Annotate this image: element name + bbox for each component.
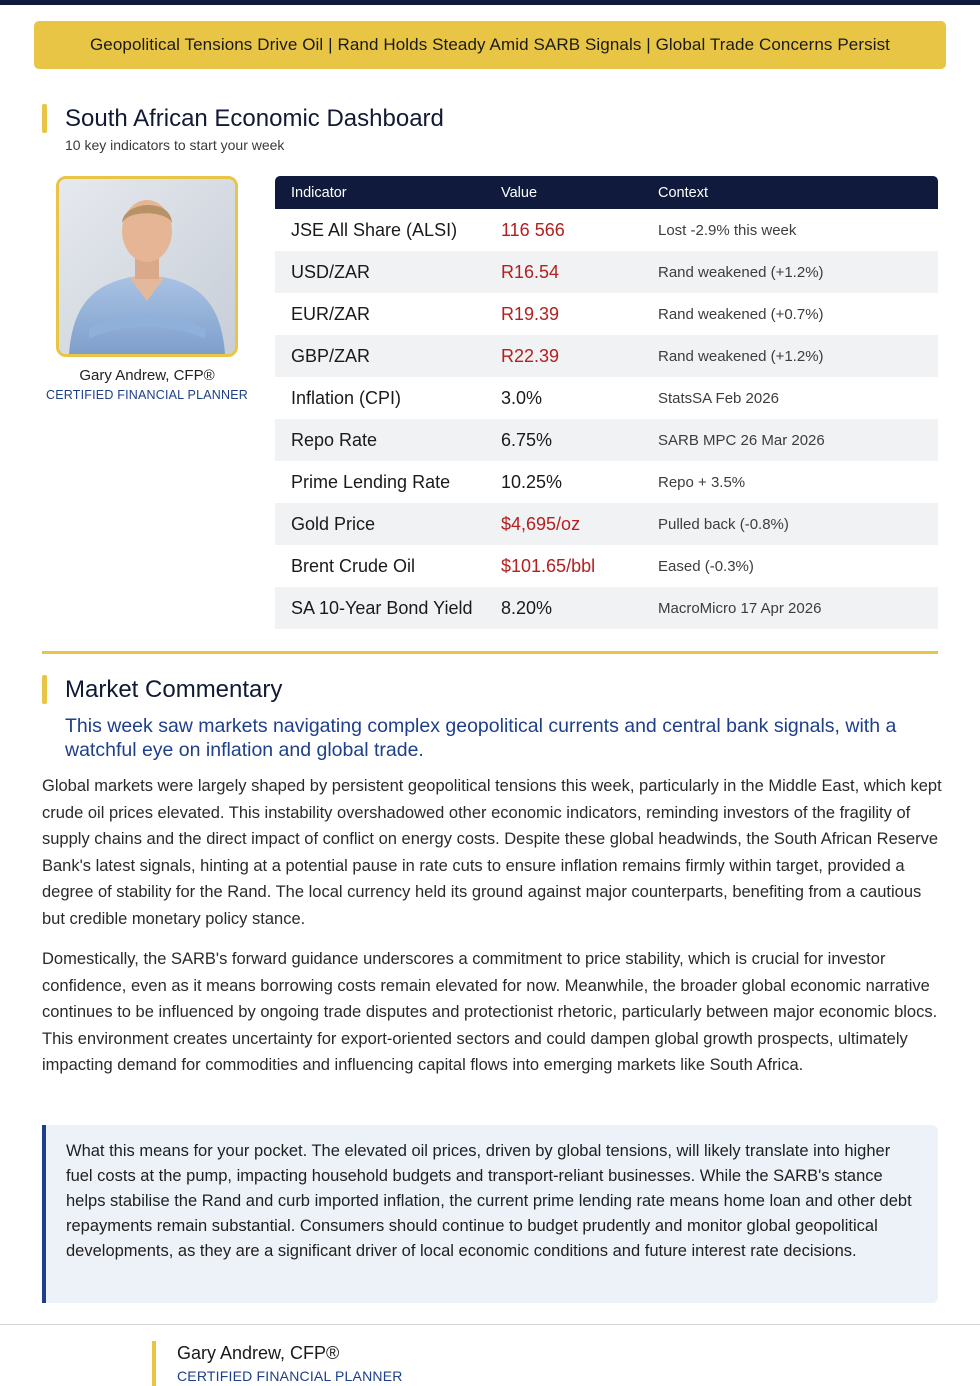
table-row (275, 251, 938, 293)
pocket-callout (42, 1125, 938, 1303)
indicator-name: JSE All Share (ALSI) (291, 219, 458, 240)
indicator-name: Inflation (CPI) (291, 387, 402, 408)
indicator-context: Rand weakened (+1.2%) (658, 263, 824, 281)
header-context: Context (658, 184, 708, 201)
indicator-context: Pulled back (-0.8%) (658, 515, 789, 533)
indicator-context: Repo + 3.5% (658, 473, 746, 491)
section-divider (42, 651, 938, 654)
indicator-value: R16.54 (501, 261, 560, 282)
commentary-lead: This week saw markets navigating complex geopolitical currents and central bank signals, with a watchful eye on inflation and global trade. (65, 715, 897, 761)
advisor-name: Gary Andrew, CFP® (79, 367, 215, 384)
advisor-photo (56, 176, 238, 357)
table-row (275, 503, 938, 545)
indicator-value: 10.25% (501, 471, 563, 492)
dashboard-subtitle: 10 key indicators to start your week (65, 137, 285, 153)
indicator-value: 3.0% (501, 387, 543, 408)
table-row (275, 293, 938, 335)
indicator-context: SARB MPC 26 Mar 2026 (658, 431, 825, 449)
indicator-table-body (275, 209, 938, 629)
accent-bar (42, 104, 47, 133)
indicator-context: Lost -2.9% this week (658, 221, 797, 239)
indicator-value: 8.20% (501, 597, 553, 618)
commentary-heading (42, 675, 282, 704)
table-row (275, 461, 938, 503)
advisor-role: CERTIFIED FINANCIAL PLANNER (46, 388, 248, 402)
table-header-row (275, 176, 938, 209)
indicator-name: Brent Crude Oil (291, 555, 416, 576)
dashboard-title: South African Economic Dashboard (65, 104, 444, 132)
indicator-value: 6.75% (501, 429, 553, 450)
indicator-value: $4,695/oz (501, 513, 581, 534)
table-row (275, 545, 938, 587)
indicator-value: $101.65/bbl (501, 555, 596, 576)
top-rule (0, 0, 980, 5)
footer-role: CERTIFIED FINANCIAL PLANNER (177, 1368, 403, 1384)
table-row (275, 587, 938, 629)
commentary-paragraph-2: Domestically, the SARB's forward guidance underscores a commitment to price stability, which is crucial for investor confidence, even as it means borrowing costs remain elevated for now. Meanwhile, the broader global economic narrative continues to be influenced by ongoing trade disputes and protectionist rhetoric, particularly between major economic blocs. This environment creates uncertainty for export-oriented sectors and could dampen global growth prospects, ultimately impacting demand for commodities and influencing capital flows into emerging markets like South Africa. (42, 950, 938, 1075)
indicator-name: Repo Rate (291, 429, 378, 450)
footer-accent-bar (152, 1341, 156, 1386)
indicator-context: Rand weakened (+1.2%) (658, 347, 824, 365)
indicator-context: MacroMicro 17 Apr 2026 (658, 599, 822, 617)
table-row (275, 209, 938, 251)
indicator-name: USD/ZAR (291, 261, 371, 282)
footer-rule (0, 1324, 980, 1325)
indicator-name: EUR/ZAR (291, 303, 371, 324)
indicator-value: 116 566 (501, 219, 565, 240)
indicator-name: Gold Price (291, 513, 376, 534)
indicator-table (275, 176, 938, 629)
indicator-name: GBP/ZAR (291, 345, 371, 366)
table-row (275, 419, 938, 461)
advisor-portrait-image (59, 179, 235, 354)
header-value: Value (501, 184, 538, 201)
headline-banner (34, 21, 946, 69)
commentary-paragraph-1: Global markets were largely shaped by persistent geopolitical tensions this week, particularly in the Middle East, which kept crude oil prices elevated. This instability overshadowed other economic indicators, reminding investors of the fragility of supply chains and the direct impact of conflict on energy costs. Despite these global headwinds, the South African Reserve Bank's latest signals, hinting at a potential pause in rate cuts to ensure inflation remains firmly within target, provided a degree of stability for the Rand. The local currency held its ground against major counterparts, benefiting from a cautious but credible monetary policy stance. (42, 777, 942, 928)
indicator-name: SA 10-Year Bond Yield (291, 597, 473, 618)
indicator-name: Prime Lending Rate (291, 471, 451, 492)
indicator-context: Eased (-0.3%) (658, 557, 754, 575)
callout-text: What this means for your pocket. The elevated oil prices, driven by global tensions, will likely translate into higher fuel costs at the pump, impacting household budgets and transport-reliant businesses. While the SARB's stance helps stabilise the Rand and curb imported inflation, the current prime lending rate means home loan and other debt repayments remain substantial. Consumers should continue to budget prudently and monitor global geopolitical developments, as they are a significant driver of local economic conditions and future interest rate decisions. (66, 1142, 912, 1260)
table-row (275, 335, 938, 377)
footer-name: Gary Andrew, CFP® (177, 1343, 340, 1363)
banner-text: Geopolitical Tensions Drive Oil | Rand Holds Steady Amid SARB Signals | Global Trade Concerns Persist (89, 35, 891, 54)
indicator-context: StatsSA Feb 2026 (658, 389, 779, 407)
accent-bar (42, 675, 47, 704)
indicator-value: R22.39 (501, 345, 560, 366)
indicator-value: R19.39 (501, 303, 560, 324)
dashboard-heading (42, 104, 444, 133)
indicator-context: Rand weakened (+0.7%) (658, 305, 824, 323)
commentary-title: Market Commentary (65, 675, 283, 703)
header-indicator: Indicator (291, 184, 347, 201)
table-row (275, 377, 938, 419)
